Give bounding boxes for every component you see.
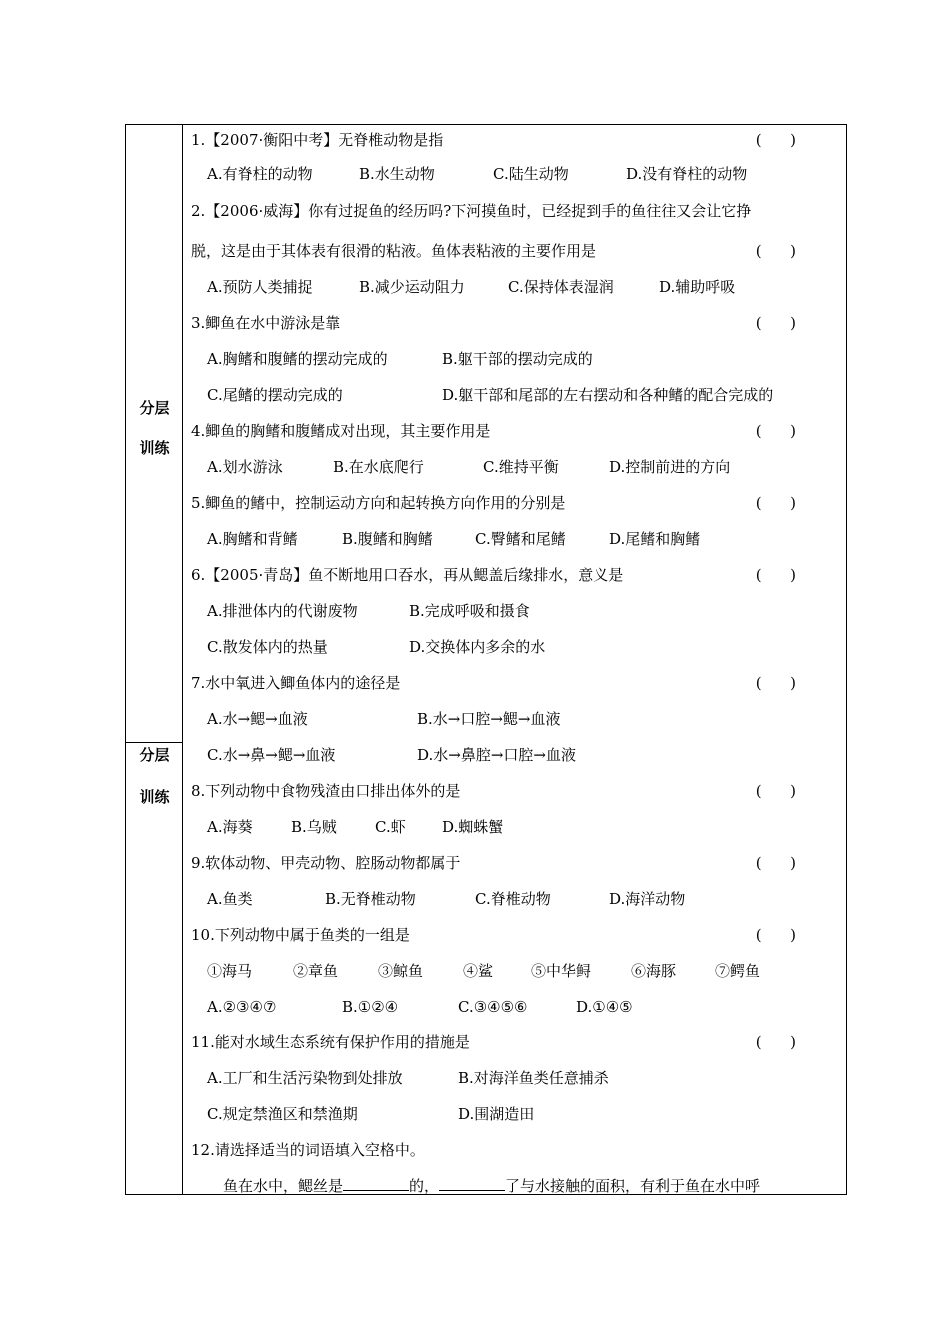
q6-option-a: A.排泄体内的代谢废物 [207, 602, 358, 620]
q10-option-d: D.①④⑤ [576, 998, 633, 1016]
question-6-stem: 6.【2005·青岛】鱼不断地用口吞水，再从鳃盖后缘排水，意义是 [191, 566, 624, 584]
section-label-column [126, 125, 183, 1194]
question-10-stem: 10.下列动物中属于鱼类的一组是 [191, 926, 410, 944]
question-2-stem-line-1: 2.【2006·威海】你有过捉鱼的经历吗?下河摸鱼时，已经捉到手的鱼往往又会让它挣 [191, 202, 752, 220]
question-12-fill-line [223, 1175, 840, 1196]
q10-item-1: ①海马 [207, 962, 253, 980]
q1-option-b: B.水生动物 [359, 165, 435, 183]
q12-blank-2[interactable] [439, 1175, 505, 1191]
q2-option-a: A.预防人类捕捉 [207, 278, 313, 296]
exercise-table [125, 124, 847, 1195]
q10-item-4: ④鲨 [463, 962, 494, 980]
answer-paren-10: ( ) [755, 926, 796, 944]
q5-option-a: A.胸鳍和背鳍 [207, 530, 298, 548]
q9-option-d: D.海洋动物 [609, 890, 686, 908]
q7-option-b: B.水→口腔→鳃→血液 [417, 710, 561, 728]
answer-paren-4: ( ) [755, 422, 796, 440]
q8-option-d: D.蜘蛛蟹 [442, 818, 504, 836]
q3-option-d: D.躯干部和尾部的左右摆动和各种鳍的配合完成的 [442, 386, 774, 404]
q2-option-c: C.保持体表湿润 [508, 278, 614, 296]
column-divider [126, 742, 183, 743]
q6-option-c: C.散发体内的热量 [207, 638, 328, 656]
question-1-stem: 1.【2007·衡阳中考】无脊椎动物是指 [191, 131, 444, 149]
question-2-stem-line-2: 脱，这是由于其体表有很滑的粘液。鱼体表粘液的主要作用是 [191, 242, 597, 260]
section-label-top-1: 分层 [139, 399, 170, 417]
q8-option-b: B.乌贼 [291, 818, 337, 836]
q1-option-d: D.没有脊柱的动物 [626, 165, 748, 183]
q6-option-d: D.交换体内多余的水 [409, 638, 546, 656]
questions-area [183, 125, 846, 1194]
q10-item-3: ③鲸鱼 [378, 962, 424, 980]
q10-item-6: ⑥海豚 [631, 962, 677, 980]
q9-option-b: B.无脊椎动物 [325, 890, 416, 908]
section-label-bottom-1: 分层 [139, 746, 170, 764]
q9-option-c: C.脊椎动物 [475, 890, 551, 908]
answer-paren-8: ( ) [755, 782, 796, 800]
q12-text-part-3: 了与水接触的面积，有利于鱼在水中呼 [505, 1177, 761, 1195]
q5-option-d: D.尾鳍和胸鳍 [609, 530, 701, 548]
q4-option-a: A.划水游泳 [207, 458, 283, 476]
question-12-stem: 12.请选择适当的词语填入空格中。 [191, 1141, 425, 1159]
q4-option-c: C.维持平衡 [483, 458, 559, 476]
q10-item-5: ⑤中华鲟 [531, 962, 592, 980]
q2-option-d: D.辅助呼吸 [659, 278, 736, 296]
question-4-stem: 4.鲫鱼的胸鳍和腹鳍成对出现，其主要作用是 [191, 422, 491, 440]
section-label-bottom-2: 训练 [139, 788, 170, 806]
q4-option-d: D.控制前进的方向 [609, 458, 731, 476]
q6-option-b: B.完成呼吸和摄食 [409, 602, 530, 620]
q1-option-c: C.陆生动物 [493, 165, 569, 183]
q7-option-d: D.水→鼻腔→口腔→血液 [417, 746, 576, 764]
question-7-stem: 7.水中氧进入鲫鱼体内的途径是 [191, 674, 401, 692]
q8-option-a: A.海葵 [207, 818, 253, 836]
q1-option-a: A.有脊柱的动物 [207, 165, 313, 183]
question-9-stem: 9.软体动物、甲壳动物、腔肠动物都属于 [191, 854, 461, 872]
answer-paren-9: ( ) [755, 854, 796, 872]
q5-option-c: C.臀鳍和尾鳍 [475, 530, 566, 548]
q10-item-7: ⑦鳄鱼 [715, 962, 761, 980]
answer-paren-1: ( ) [755, 131, 796, 149]
q7-option-c: C.水→鼻→鳃→血液 [207, 746, 336, 764]
q8-option-c: C.虾 [375, 818, 406, 836]
q10-option-a: A.②③④⑦ [207, 998, 277, 1016]
answer-paren-7: ( ) [755, 674, 796, 692]
section-label-top-2: 训练 [139, 439, 170, 457]
question-8-stem: 8.下列动物中食物残渣由口排出体外的是 [191, 782, 461, 800]
q11-option-d: D.围湖造田 [458, 1105, 535, 1123]
q12-text-part-2: 的， [409, 1177, 440, 1195]
answer-paren-2: ( ) [755, 242, 796, 260]
question-5-stem: 5.鲫鱼的鳍中，控制运动方向和起转换方向作用的分别是 [191, 494, 566, 512]
q12-blank-1[interactable] [343, 1175, 409, 1191]
answer-paren-3: ( ) [755, 314, 796, 332]
answer-paren-6: ( ) [755, 566, 796, 584]
q11-option-b: B.对海洋鱼类任意捕杀 [458, 1069, 609, 1087]
q5-option-b: B.腹鳍和胸鳍 [342, 530, 433, 548]
q11-option-c: C.规定禁渔区和禁渔期 [207, 1105, 358, 1123]
q7-option-a: A.水→鳃→血液 [207, 710, 308, 728]
question-3-stem: 3.鲫鱼在水中游泳是靠 [191, 314, 341, 332]
answer-paren-5: ( ) [755, 494, 796, 512]
q2-option-b: B.减少运动阻力 [359, 278, 465, 296]
q3-option-a: A.胸鳍和腹鳍的摆动完成的 [207, 350, 388, 368]
question-11-stem: 11.能对水域生态系统有保护作用的措施是 [191, 1033, 470, 1051]
q10-option-b: B.①②④ [342, 998, 399, 1016]
q10-option-c: C.③④⑤⑥ [458, 998, 528, 1016]
q12-text-part-1: 鱼在水中，鳃丝是 [223, 1177, 344, 1195]
q3-option-c: C.尾鳍的摆动完成的 [207, 386, 343, 404]
answer-paren-11: ( ) [755, 1033, 796, 1051]
q3-option-b: B.躯干部的摆动完成的 [442, 350, 593, 368]
q11-option-a: A.工厂和生活污染物到处排放 [207, 1069, 403, 1087]
q4-option-b: B.在水底爬行 [333, 458, 424, 476]
q10-item-2: ②章鱼 [293, 962, 339, 980]
q9-option-a: A.鱼类 [207, 890, 253, 908]
